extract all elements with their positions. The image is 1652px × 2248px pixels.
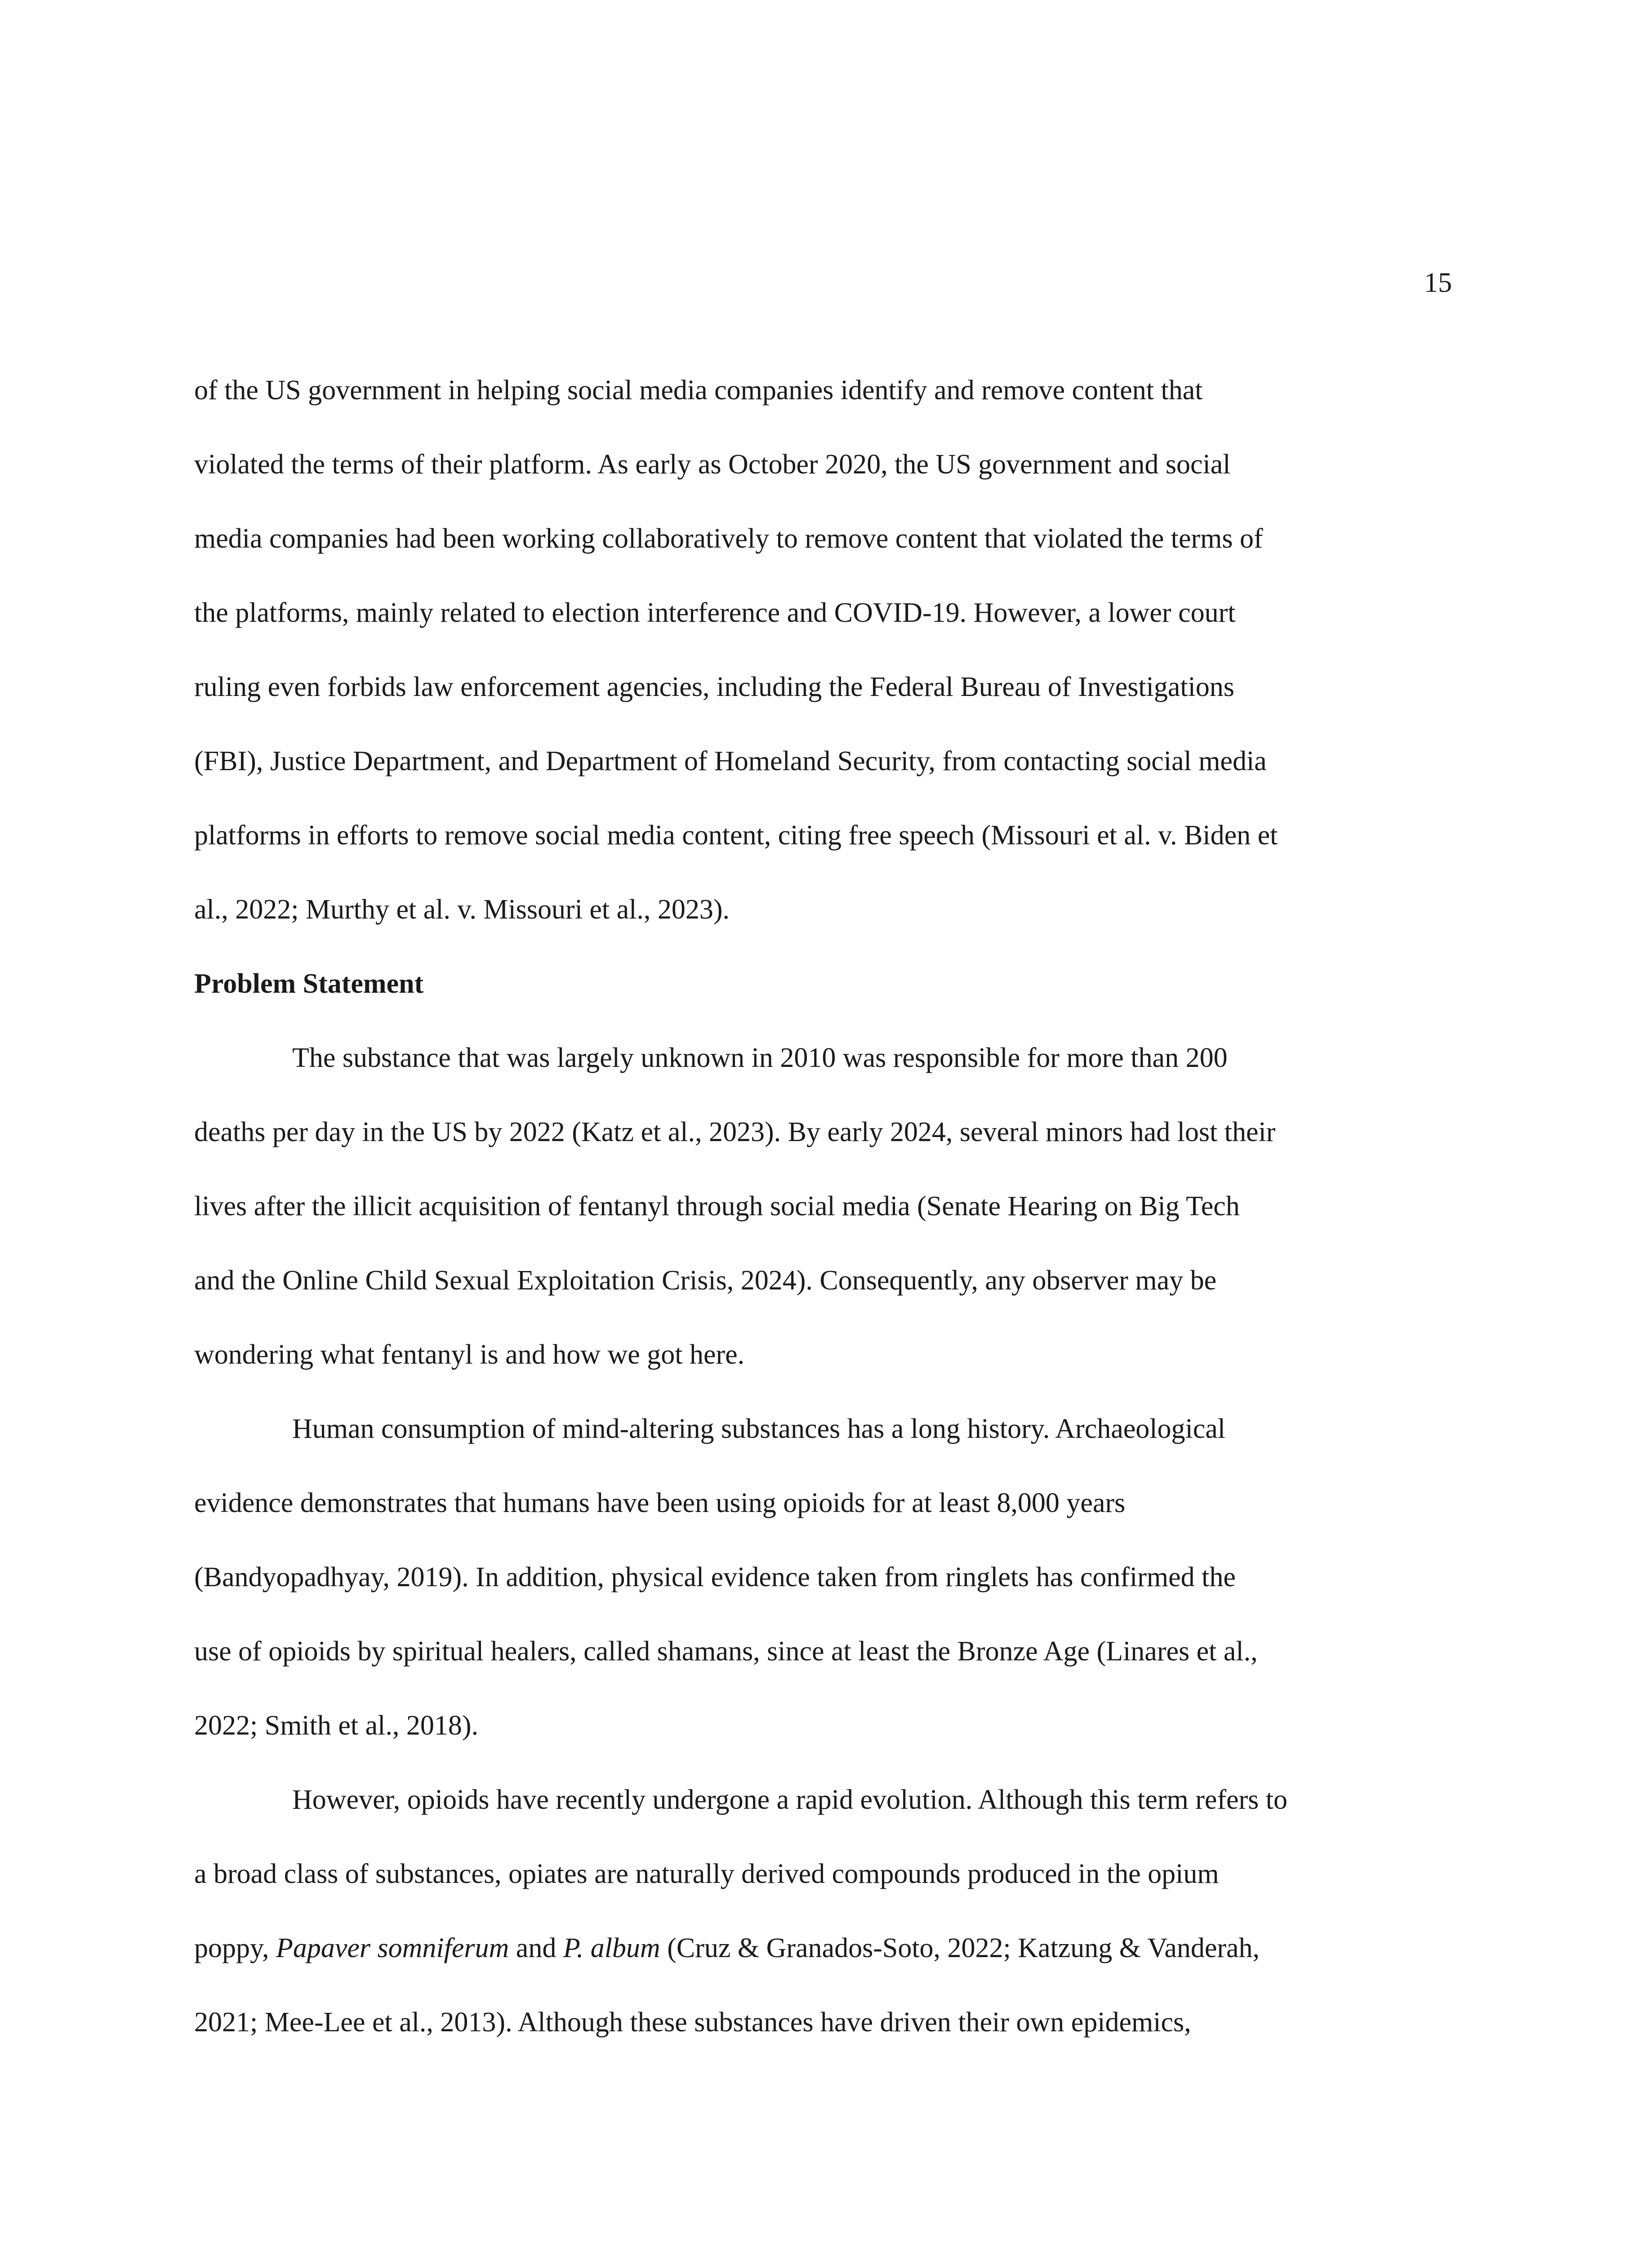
paragraph-2-line: and the Online Child Sexual Exploitation Crisis, 2024). Consequently, any observer may be <box>194 1265 1217 1296</box>
species-name: P. album <box>563 1933 660 1963</box>
paragraph-3-line: (Bandyopadhyay, 2019). In addition, physical evidence taken from ringlets has confirmed the <box>194 1562 1236 1592</box>
paragraph-1-line: of the US government in helping social media companies identify and remove content that <box>194 375 1203 406</box>
paragraph-2-line: lives after the illicit acquisition of fentanyl through social media (Senate Hearing on Big Tech <box>194 1191 1240 1222</box>
paragraph-4-line-with-species <box>194 1926 1457 2000</box>
paragraph-1-line: violated the terms of their platform. As early as October 2020, the US government and social <box>194 449 1231 480</box>
paragraph-3-line: evidence demonstrates that humans have been using opioids for at least 8,000 years <box>194 1488 1126 1518</box>
paragraph-2-line: deaths per day in the US by 2022 (Katz et al., 2023). By early 2024, several minors had lost their <box>194 1117 1276 1147</box>
paragraph-3-line: 2022; Smith et al., 2018). <box>194 1710 479 1741</box>
paragraph-1-line: ruling even forbids law enforcement agencies, including the Federal Bureau of Investigations <box>194 672 1234 702</box>
paragraph-1-line: media companies had been working collaboratively to remove content that violated the terms of <box>194 523 1263 554</box>
paragraph-4-line: 2021; Mee-Lee et al., 2013). Although these substances have driven their own epidemics, <box>194 2007 1191 2038</box>
section-heading: Problem Statement <box>194 968 424 999</box>
line-text: (Cruz & Granados-Soto, 2022; Katzung & Vanderah, <box>660 1933 1260 1963</box>
paragraph-2-line: The substance that was largely unknown in 2010 was responsible for more than 200 <box>292 1043 1228 1073</box>
paragraph-1-line: al., 2022; Murthy et al. v. Missouri et al., 2023). <box>194 894 730 925</box>
page-number: 15 <box>1424 268 1452 298</box>
species-name: Papaver somniferum <box>276 1933 509 1963</box>
paragraph-4-line: a broad class of substances, opiates are naturally derived compounds produced in the opium <box>194 1859 1219 1889</box>
line-text: and <box>509 1933 563 1963</box>
paragraph-1-line: platforms in efforts to remove social media content, citing free speech (Missouri et al. v. Biden et <box>194 820 1278 851</box>
paragraph-3-line: use of opioids by spiritual healers, called shamans, since at least the Bronze Age (Linares et al., <box>194 1636 1258 1667</box>
paragraph-1-line: the platforms, mainly related to election interference and COVID-19. However, a lower court <box>194 598 1236 628</box>
paragraph-1-line: (FBI), Justice Department, and Department of Homeland Security, from contacting social media <box>194 746 1267 776</box>
paragraph-4-line: However, opioids have recently undergone a rapid evolution. Although this term refers to <box>292 1784 1288 1815</box>
paragraph-2-line: wondering what fentanyl is and how we got here. <box>194 1339 745 1370</box>
paragraph-3-line: Human consumption of mind-altering substances has a long history. Archaeological <box>292 1414 1225 1444</box>
body-text <box>194 368 1457 2074</box>
line-text: poppy, <box>194 1933 276 1963</box>
